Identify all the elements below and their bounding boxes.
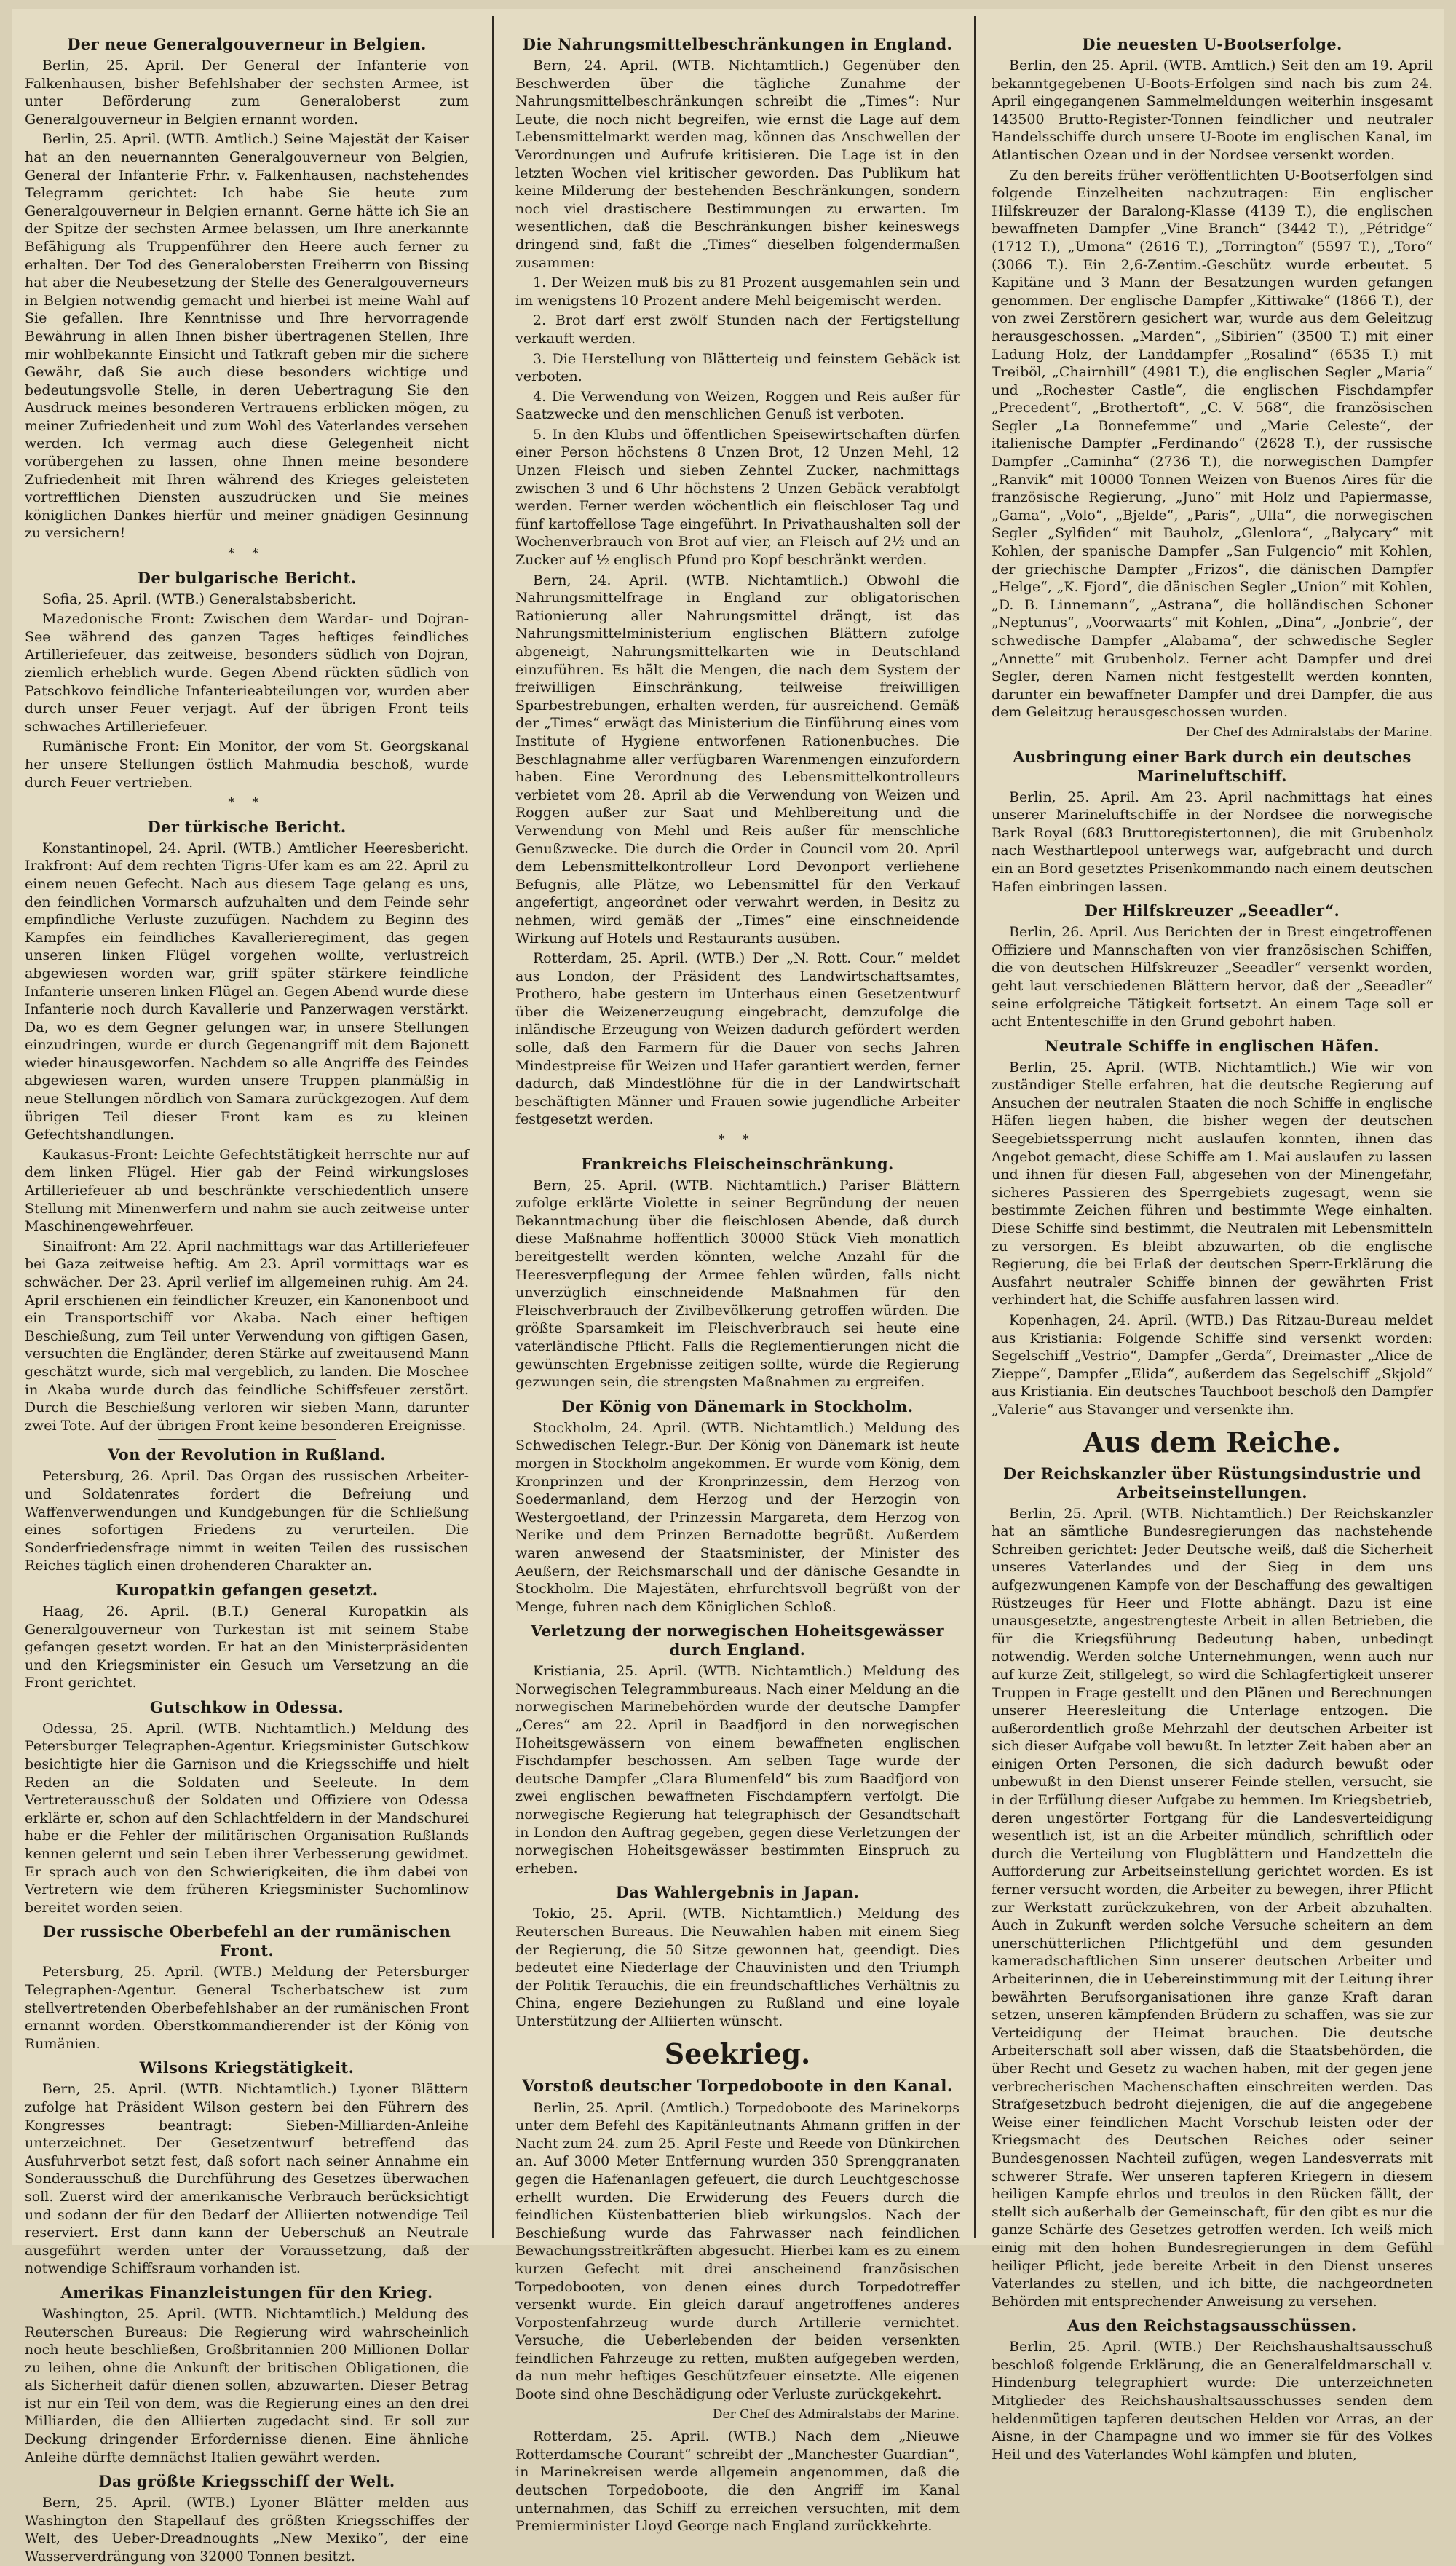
article-headline: Verletzung der norwegischen Hoheitsgewässer durch England. [531, 1622, 944, 1659]
article-paragraph: Rotterdam, 25. April. (WTB.) Nach dem „Nieuwe Rotterdamsche Courant“ schreibt der „Manchester Guardian“, in Marinekreisen werde allgemein angenommen, daß die deutschen Torpedoboote, die den Angriff im Kanal unternahmen, das Schiff zu erreichen versuchten, mit dem Premierminister Lloyd George nach England zurückkehrte. [515, 2428, 960, 2535]
article-paragraph: Berlin, 25. April. Am 23. April nachmittags hat eines unserer Marineluftschiffe in der Nordsee die norwegische Bark Royal (683 Bruttoregistertonnen), die mit Grubenholz nach Westhartlepool unterwegs war, aufgebracht und durch ein an Bord gesetztes Prisenkommando nach einem deutschen Hafen einbringen lassen. [992, 789, 1433, 895]
article-headline: Gutschkow in Odessa. [149, 1697, 344, 1716]
article-paragraph: Kaukasus-Front: Leichte Gefechtstätigkeit herrschte nur auf dem linken Flügel. Hier gab der Feind wirkungsloses Artilleriefeuer ab und beschränkte verschiedentlich unsere Stellung mit Minenwerfern und nahm sie auch zeitweise unter Maschinengewehrfeuer. [25, 1146, 469, 1235]
separator-stars: * * [228, 795, 266, 810]
article-headline: Die Nahrungsmittelbeschränkungen in England. [522, 35, 953, 53]
article-paragraph: Konstantinopel, 24. April. (WTB.) Amtlicher Heeresbericht. Irakfront: Auf dem rechten Tigris-Ufer kam es am 22. April zu einem neuen Gefecht. Nach aus diesem Tage gelang es uns, den feindlichen Vormarsch aufzuhalten und dem Feinde sehr empfindliche Verluste zuzufügen. Nachdem zu Beginn des Kampfes ein feindliches Kavallerieregiment, das gegen unseren linken Flügel vorgehen wollte, verlustreich abgewiesen worden war, griff später stärkere feindliche Infanterie unseren linken Flügel an. Gegen Abend wurde diese Infanterie noch durch Kavallerie und Panzerwagen verstärkt. Da, wo es dem Gegner gelungen war, in unsere Stellungen einzudringen, wurde er durch Gegenangriff mit dem Bajonett wieder hinausgeworfen. Nachdem so alle Angriffe des Feindes abgewiesen waren, wurden unsere Truppen planmäßig in neue Stellungen nördlich von Samara zurückgezogen. Auf dem übrigen Teil dieser Front kam es zu kleinen Gefechtshandlungen. [25, 840, 469, 1143]
article-paragraph: Tokio, 25. April. (WTB. Nichtamtlich.) Meldung des Reuterschen Bureaus. Die Neuwahlen haben mit einem Sieg der Regierung, die 50 Sitze gewonnen hat, geendigt. Dies bedeutet eine Niederlage der Chauvinisten und den Triumph der Politik Terauchis, die ein freundschaftliches Verhältnis zu China, engere Beziehungen zu Rußland und eine loyale Unterstützung der Alliierten wünscht. [515, 1906, 960, 2029]
article-paragraph: Berlin, 25. April. (WTB.) Der Reichshaushaltsausschuß beschloß folgende Erklärung, die an Generalfeldmarschall v. Hindenburg telegraphiert wurde: Die unterzeichneten Mitglieder des Reichshaushaltsausschusses senden dem heldenmütigen tapferen deutschen Helden vor Arras, an der Aisne, in der Champagne und wo immer sie für des Volkes Heil und des Vaterlandes Wohl kämpfen und bluten, [992, 2339, 1433, 2463]
article-paragraph: Bern, 25. April. (WTB.) Lyoner Blätter melden aus Washington den Stapellauf des größten Kriegsschiffes der Welt, des Ueber-Dreadnoughts „New Mexiko“, der eine Wasserverdrängung von 32000 Tonnen besitzt. [25, 2495, 469, 2565]
article-headline: Frankreichs Fleischeinschränkung. [581, 1154, 894, 1173]
article-headline: Kuropatkin gefangen gesetzt. [115, 1580, 379, 1599]
article-paragraph: Zu den bereits früher veröffentlichten U-Bootserfolgen sind folgende Einzelheiten nachzutragen: Ein englischer Hilfskreuzer der Baralong-Klasse (4139 T.), die englischen bewaffneten Dampfer „Vine Branch“ (3442 T.), „Pétridge“ (1712 T.), „Umona“ (2616 T.), „Torrington“ (5597 T.), „Toro“ (3066 T.). Ein 2,6-Zentim.-Geschütz wurde erbeutet. 5 Kapitäne und 3 Mann der Besatzungen wurden gefangen genommen. Der englische Dampfer „Kittiwake“ (1866 T.), der von zwei Zerstörern gesichert war, wurde aus dem Geleitzug herausgeschossen. „Marden“, „Sibirien“ (3500 T.) mit einer Ladung Holz, der Landdampfer „Rosalind“ (6535 T.) mit Treiböl, „Chairnhill“ (4981 T.), die englischen Segler „Maria“ und „Rochester Castle“, die englischen Fischdampfer „Precedent“, „Brothertoft“, „C. V. 568“, die französischen Segler „La Bonnefemme“ und „Marie Celeste“, der italienische Dampfer „Ferdinando“ (2628 T.), der russische Dampfer „Caminha“ (2736 T.), die norwegischen Dampfer „Ranvik“ mit 10000 Tonnen Weizen von Buenos Aires für die französische Regierung, „Juno“ mit Holz und Papiermasse, „Gama“, „Volo“, „Bjelde“, „Paris“, „Ulla“, die norwegischen Segler „Sylfiden“ mit Bauholz, „Glenlora“, „Balycary“ mit Kohlen, der spanische Dampfer „San Fulgencio“ mit Kohlen, der griechische Dampfer „Frizos“, die dänischen Dampfer „Helge“, „K. Fjord“, die dänischen Segler „Union“ mit Kohlen, „D. B. Linnemann“, „Astrana“, die holländischen Schoner „Neptunus“, „Voorwaarts“ mit Kohlen, „Dina“, „Jonbrie“, der schwedische Dampfer „Alabama“, der schwedische Segler „Annette“ mit Grubenholz. Ferner acht Dampfer und drei Segler, deren Namen nicht festgestellt werden konnten, darunter ein bewaffneter Dampfer und drei Dampfer, die aus dem Geleitzug herausgeschossen wurden. [992, 167, 1433, 721]
article-paragraph: 1. Der Weizen muß bis zu 81 Prozent ausgemahlen sein und im wenigstens 10 Prozent andere Mehl beigemischt werden. [515, 275, 960, 309]
article-paragraph: Bern, 24. April. (WTB. Nichtamtlich.) Obwohl die Nahrungsmittelfrage in England zur obligatorischen Rationierung aller Nahrungsmittel drängt, ist das Nahrungsmittelministerium englischen Blättern zufolge abgeneigt, Nahrungsmittelkarten wie in Deutschland einzuführen. Es hält die Mengen, die nach dem System der freiwilligen Einschränkung, teilweise freiwilligen Sparbestrebungen, erhalten werden, für ausreichend. Gemäß der „Times“ erwägt das Ministerium die Einführung eines vom Institute of Hygiene entworfenen Rationenbuches. Die Beschlagnahme aller verfügbaren Warenmengen einzufordern haben. Eine Verordnung des Lebensmittelkontrolleurs verbietet vom 28. April ab die Verwendung von Weizen und Roggen außer zur Saat und Mehlbereitung und die Verwendung von Mehl und Reis außer für menschliche Genußzwecke. Die durch die Order in Council vom 20. April dem Lebensmittelkontrolleur Lord Devonport verliehene Befugnis, alle Plätze, wo Lebensmittel für den Verkauf angefertigt, angeordnet oder verwahrt werden, in Besitz zu nehmen, wird gemäß der „Times“ eine einschneidende Wirkung auf Hotels und Restaurants ausüben. [515, 572, 960, 947]
article-headline: Der Reichskanzler über Rüstungsindustrie und Arbeitseinstellungen. [1003, 1464, 1421, 1501]
article-headline: Der russische Oberbefehl an der rumänischen Front. [42, 1922, 451, 1960]
article-paragraph: Berlin, 25. April. Der General der Infanterie von Falkenhausen, bisher Befehlshaber der sechsten Armee, ist unter Beförderung zum Generaloberst zum Generalgouverneur in Belgien ernannt worden. [25, 58, 469, 127]
article-headline: Der türkische Bericht. [147, 817, 347, 836]
signature-line: Der Chef des Admiralstabs der Marine. [1185, 725, 1433, 740]
article-paragraph: Petersburg, 26. April. Das Organ des russischen Arbeiter- und Soldatenrates fordert die Befreiung und Waffenverwendungen und Kundgebungen für die Schließung eines sofortigen Friedens zu verurteilen. Die Sonderfriedensfrage nimmt in weiten Teilen des russischen Reiches täglich einen drohenderen Charakter an. [25, 1468, 469, 1574]
article-headline: Ausbringung einer Bark durch ein deutsches Marineluftschiff. [1013, 747, 1412, 785]
article-paragraph: Washington, 25. April. (WTB. Nichtamtlich.) Meldung des Reuterschen Bureaus: Die Regierung wird wahrscheinlich noch heute beschließen, Großbritannien 200 Millionen Dollar zu leihen, ohne die Ankunft der britischen Obligationen, die als Sicherheit dafür dienen sollen, abzuwarten. Dieser Betrag ist nur ein Teil von dem, was die Regierung eines an den drei Milliarden, die den Alliierten zugedacht sind. Er soll zur Deckung dringender Erfordernisse dienen. Eine ähnliche Anleihe dürfte demnächst Italien gewährt werden. [25, 2305, 469, 2466]
article-paragraph: Berlin, 25. April. (WTB. Amtlich.) Seine Majestät der Kaiser hat an den neuernannten Generalgouverneur von Belgien, General der Infanterie Frhr. v. Falkenhausen, nachstehendes Telegramm gerichtet: Ich habe Sie heute zum Generalgouverneur in Belgien ernannt. Gerne hätte ich Sie an der Spitze der sechsten Armee belassen, um Ihre anerkannte Befähigung als Truppenführer den Heere auch ferner zu erhalten. Der Tod des Generalobersten Freiherrn von Bissing hat aber die Neubesetzung der Stelle des Generalgouverneurs in Belgien notwendig gemacht und hierbei ist meine Wahl auf Sie gefallen. Ihre Kenntnisse und Ihre hervorragende Bewährung in allen Ihnen bisher übertragenen Stellen, Ihre mir wohlbekannte Einsicht und Tatkraft geben mir die sichere Gewähr, daß Sie auch diese besonders wichtige und bedeutungsvolle Stelle, in deren Uebertragung Sie den Ausdruck meines besonderen Vertrauens erblicken mögen, zu meiner Zufriedenheit und zum Wohl des Vaterlandes versehen werden. Ich vermag auch diese Gelegenheit nicht vorübergehen zu lassen, ohne Ihnen meine besondere Zufriedenheit mit Ihren während des Krieges geleisteten vortrefflichen Diensten auszudrücken und Sie meines königlichen Dankes hierfür und meiner gnädigen Gesinnung zu versichern! [25, 131, 469, 542]
article-headline: Aus den Reichstagsausschüssen. [1067, 2316, 1357, 2335]
article-paragraph: Berlin, 25. April. (Amtlich.) Torpedoboote des Marinekorps unter dem Befehl des Kapitänleutnants Ahmann griffen in der Nacht zum 24. zum 25. April Feste und Reede von Dünkirchen an. Auf 3000 Meter Entfernung wurden 350 Sprenggranaten gegen die Hafenanlagen gefeuert, die durch Leuchtgeschosse erhellt wurden. Die Erwiderung des Feuers durch die feindlichen Küstenbatterien blieb wirkungslos. Nach der Beschießung wurde das Fahrwasser nach feindlichen Bewachungsstreitkräften abgesucht. Hierbei kam es zu einem kurzen Gefecht mit drei anscheinend französischen Torpedobooten, von denen eines durch Torpedotreffer versenkt wurde. Ein gleich darauf angetroffenes anderes Vorpostenfahrzeug wurde durch Artillerie vernichtet. Versuche, die Ueberlebenden der beiden versenkten feindlichen Fahrzeuge zu retten, mußten aufgegeben werden, da nun mehr heftiges Geschützfeuer einsetzte. Alle eigenen Boote sind ohne Beschädigung oder Verluste zurückgekehrt. [515, 2099, 960, 2403]
section-heading: Seekrieg. [664, 2037, 811, 2070]
article-paragraph: Bern, 25. April. (WTB. Nichtamtlich.) Pariser Blättern zufolge erklärte Violette in seiner Begründung der neuen Bekanntmachung über die fleischlosen Abende, daß durch diese Maßnahme hoffentlich 30000 Stück Vieh monatlich bereitgestellt werden könnten, welche Anzahl für die Heeresverpflegung der Armee fehlen würden, falls nicht unverzüglich einschneidende Maßnahmen für den Fleischverbrauch der Zivilbevölkerung getroffen würden. Die größte Sparsamkeit im Fleischverbrauch sei heute eine vaterländische Pflicht. Falls die Reglementierungen nicht die gewünschten Ergebnisse zeitigen sollte, würde die Regierung gezwungen sein, die strengsten Maßnahmen zu ergreifen. [515, 1177, 960, 1391]
article-headline: Von der Revolution in Rußland. [108, 1445, 386, 1464]
section-heading: Aus dem Reiche. [1083, 1425, 1342, 1458]
article-paragraph: Berlin, 26. April. Aus Berichten der in Brest eingetroffenen Offiziere und Mannschaften von vier französischen Schiffen, die von deutschen Hilfskreuzer „Seeadler“ versenkt worden, geht laut verschiedenen Blättern hervor, daß der „Seeadler“ seine erfolgreiche Tätigkeit fortsetzt. An einem Tage soll er acht Ententeschiffe in den Grund gebohrt haben. [992, 924, 1433, 1030]
article-paragraph: Sinaifront: Am 22. April nachmittags war das Artilleriefeuer bei Gaza zeitweise heftig. Am 23. April vormittags war es schwächer. Der 23. April verlief im allgemeinen ruhig. Am 24. April erschienen ein feindlicher Kreuzer, ein Kanonenboot und ein Transportschiff vor Akaba. Nach einer heftigen Beschießung, zum Teil unter Verwendung von giftigen Gasen, versuchten die Engländer, deren Stärke auf zweitausend Mann geschätzt wurde, sich mal vergeblich, zu landen. Die Moschee in Akaba wurde durch das feindliche Schiffsfeuer zerstört. Durch die Beschießung verloren wir sieben Mann, darunter zwei Tote. Auf der übrigen Front keine besonderen Ereignisse. [25, 1238, 469, 1434]
article-paragraph: 4. Die Verwendung von Weizen, Roggen und Reis außer für Saatzwecke und den menschlichen Genuß ist verboten. [515, 388, 960, 423]
article-paragraph: Kopenhagen, 24. April. (WTB.) Das Ritzau-Bureau meldet aus Kristiania: Folgende Schiffe sind versenkt worden: Segelschiff „Vestrio“, Dampfer „Gerda“, Dreimaster „Alice de Zieppe“, Dampfer „Elida“, außerdem das Segelschiff „Skjold“ aus Kristiania. Ein deutsches Tauchboot beschoß den Dampfer „Valerie“ aus Stavanger und versenkte ihn. [992, 1312, 1433, 1418]
article-paragraph: Odessa, 25. April. (WTB. Nichtamtlich.) Meldung des Petersburger Telegraphen-Agentur. Kriegsminister Gutschkow besichtigte hier die Garnison und die Kriegsschiffe und hielt Reden an die Soldaten und Seeleute. In dem Vertreterausschuß der Soldaten und Offiziere von Odessa erklärte er, schon auf den Schlachtfeldern in der Mandschurei habe er die Fehler der militärischen Organisation Rußlands kennen gelernt und sein Leben ihrer Verbesserung gewidmet. Er sprach auch von den Schwierigkeiten, die ihm dabei von Vertretern wie dem früheren Kriegsminister Suchomlinow bereitet worden seien. [25, 1720, 469, 1916]
article-headline: Der Hilfskreuzer „Seeadler“. [1084, 901, 1340, 920]
article-headline: Der neue Generalgouverneur in Belgien. [67, 35, 427, 53]
article-paragraph: Berlin, 25. April. (WTB. Nichtamtlich.) Wie wir von zuständiger Stelle erfahren, hat die deutsche Regierung auf Ansuchen der neutralen Staaten die noch Schiffe in englische Häfen liegen haben, die bisher wegen der deutschen Seegebietssperrung nicht auslaufen konnten, ihnen das Angebot gemacht, diese Schiffe am 1. Mai auslaufen zu lassen und ihnen für diesen Fall, abgesehen von der Minengefahr, sicheres Passieren des Sperrgebiets zugesagt, wenn sie bestimmte Zeichen führen und bestimmte Wege einhalten. Diese Schiffe sind bestimmt, die Neutralen mit Lebensmitteln zu versorgen. Es bleibt abzuwarten, ob die englische Regierung, die bei Erlaß der deutschen Sperr-Erklärung die Ausfahrt neutraler Schiffe binnen der gewährten Frist verhindert hat, die Schiffe ausfahren lassen wird. [992, 1059, 1433, 1308]
article-paragraph: Mazedonische Front: Zwischen dem Wardar- und Dojran-See während des ganzen Tages heftiges feindliches Artilleriefeuer, das zeitweise, besonders südlich von Dojran, ziemlich erheblich wurde. Gegen Abend rückten südlich von Patschkovo feindliche Infanterieabteilungen vor, wurden aber durch unser Feuer verjagt. Auf der übrigen Front teils schwaches Artilleriefeuer. [25, 611, 469, 735]
article-headline: Amerikas Finanzleistungen für den Krieg. [60, 2283, 433, 2302]
column-3 [992, 29, 1433, 2463]
article-headline: Neutrale Schiffe in englischen Häfen. [1045, 1036, 1380, 1055]
article-headline: Das größte Kriegsschiff der Welt. [98, 2472, 395, 2491]
article-headline: Vorstoß deutscher Torpedoboote in den Kanal. [522, 2076, 953, 2096]
article-paragraph: Haag, 26. April. (B.T.) General Kuropatkin als Generalgouverneur von Turkestan ist mit seinem Stabe gefangen gesetzt worden. Er hat an den Ministerpräsidenten und den Kriegsminister ein Gesuch um Versetzung an die Front gerichtet. [25, 1603, 469, 1691]
article-paragraph: Bern, 25. April. (WTB. Nichtamtlich.) Lyoner Blättern zufolge hat Präsident Wilson gestern bei den Führern des Kongresses beantragt: Sieben-Milliarden-Anleihe unterzeichnet. Der Gesetzentwurf betreffend das Ausfuhrverbot setzt fest, daß sofort nach seiner Annahme ein Sonderausschuß die Durchführung des Gesetzes überwachen soll. Zuerst wird der amerikanische Verbrauch berücksichtigt und sodann der für den Bedarf der Alliierten notwendige Teil reserviert. Erst dann kann der Ueberschuß an Neutrale ausgeführt werden unter der Voraussetzung, daß der notwendige Schiffsraum vorhanden ist. [25, 2081, 469, 2277]
article-paragraph: 2. Brot darf erst zwölf Stunden nach der Fertigstellung verkauft werden. [515, 312, 960, 347]
article-paragraph: 3. Die Herstellung von Blätterteig und feinstem Gebäck ist verboten. [515, 350, 960, 385]
divider [158, 1439, 336, 1440]
column-1 [25, 29, 469, 2565]
article-paragraph: Petersburg, 25. April. (WTB.) Meldung der Petersburger Telegraphen-Agentur. General Tscherbatschew ist zum stellvertretenden Oberbefehlshaber an der rumänischen Front ernannt worden. Oberstkommandierender ist der König von Rumänien. [25, 1964, 469, 2052]
article-headline: Wilsons Kriegstätigkeit. [139, 2058, 355, 2077]
article-headline: Der König von Dänemark in Stockholm. [561, 1397, 914, 1416]
article-paragraph: Kristiania, 25. April. (WTB. Nichtamtlich.) Meldung des Norwegischen Telegrammbureaus. Nach einer Meldung an die norwegischen Marinebehörden wurde der deutsche Dampfer „Ceres“ am 22. April in Baadfjord in den norwegischen Hoheitsgewässern von einem bewaffneten englischen Fischdampfer beschossen. Am selben Tage wurde der deutsche Dampfer „Clara Blumenfeld“ bis zum Baadfjord von zwei englischen bewaffneten Fischdampfern verfolgt. Die norwegische Regierung hat telegraphisch der Gesandtschaft in London den Auftrag gegeben, gegen diese Verletzungen der norwegischen Hoheitsgewässer bestimmten Einspruch zu erheben. [515, 1663, 960, 1876]
article-headline: Das Wahlergebnis in Japan. [615, 1883, 860, 1902]
column-rule [974, 16, 976, 2238]
separator-stars: * * [719, 1132, 756, 1147]
article-paragraph: Berlin, den 25. April. (WTB. Amtlich.) Seit den am 19. April bekanntgegebenen U-Boots-Erfolgen sind nach bis zum 24. April eingegangenen Sammelmeldungen weiterhin insgesamt 143500 Brutto-Register-Tonnen feindlicher und neutraler Handelsschiffe durch unsere U-Boote im englischen Kanal, im Atlantischen Ozean und in der Nordsee versenkt worden. [992, 58, 1433, 163]
article-paragraph: Bern, 24. April. (WTB. Nichtamtlich.) Gegenüber den Beschwerden über die tägliche Zunahme der Nahrungsmittelbeschränkungen schreibt die „Times“: Nur Leute, die noch nicht begreifen, wie ernst die Lage auf dem Lebensmittelmarkt werden mag, können das Anschwellen der Verordnungen und Aufrufe kritisieren. Die Lage ist in den letzten Wochen viel kritischer geworden. Das Publikum hat keine Milderung der bestehenden Beschränkungen, sondern noch viel drastischere Bestimmungen zu erwarten. Im wesentlichen, daß die Beschränkungen bisher keineswegs dringend sind, faßt die „Times“ dieselben folgendermaßen zusammen: [515, 58, 960, 271]
article-paragraph: Sofia, 25. April. (WTB.) Generalstabsbericht. [42, 591, 357, 607]
article-paragraph: Rumänische Front: Ein Monitor, der vom St. Georgskanal her unsere Stellungen östlich Mahmudia beschoß, wurde durch Feuer vertrieben. [25, 738, 469, 791]
article-paragraph: Stockholm, 24. April. (WTB. Nichtamtlich.) Meldung des Schwedischen Telegr.-Bur. Der König von Dänemark ist heute morgen in Stockholm angekommen. Er wurde vom König, dem Kronprinzen und der Kronprinzessin, dem Herzog von Soedermanland, dem Herzog und der Herzogin von Westergoetland, der Prinzessin Margareta, dem Herzog von Nerike und dem Prinzen Bernadotte begrüßt. Außerdem waren anwesend der Staatsminister, der Minister des Aeußern, der Reichsmarschall und der dänische Gesandte in Stockholm. Die Majestäten, ehrfurchtsvoll begrüßt von der Menge, fuhren nach dem Königlichen Schloß. [515, 1419, 960, 1615]
article-paragraph: Rotterdam, 25. April. (WTB.) Der „N. Rott. Cour.“ meldet aus London, der Präsident des Landwirtschaftsamtes, Prothero, habe gestern im Unterhaus einen Gesetzentwurf über die Weizenerzeugung eingebracht, demzufolge die inländische Erzeugung von Weizen dadurch gefördert werden solle, daß den Farmern für die Dauer von sechs Jahren Mindestpreise für Weizen und Hafer garantiert werden, ferner dadurch, daß Mindestlöhne für die in der Landwirtschaft beschäftigten Männer und Frauen sowie jugendliche Arbeiter festgesetzt werden. [515, 950, 960, 1128]
article-paragraph: Berlin, 25. April. (WTB. Nichtamtlich.) Der Reichskanzler hat an sämtliche Bundesregierungen das nachstehende Schreiben gerichtet: Jeder Deutsche weiß, daß die Sicherheit unseres Vaterlandes und der Sieg in dem uns aufgezwungenen Kampfe von der Beschaffung des gewaltigen Rüstzeuges für Heer und Flotte abhängt. Dazu ist eine unausgesetzte, angestrengteste Arbeit in allen Betrieben, die für die Kriegsführung Bedeutung haben, unbedingt notwendig. Werden solche Unternehmungen, wenn auch nur auf kurze Zeit, stillgelegt, so wird die Schlagfertigkeit unserer Truppen in Frage gestellt und den Plänen und Berechnungen unserer Heeresleitung die Unterlage entzogen. Die außerordentlich große Mehrzahl der deutschen Arbeiter ist sich dieser Aufgabe voll bewußt. In letzter Zeit haben aber an einigen Orten Personen, die sich dadurch bewußt oder unbewußt in den Dienst unserer Feinde stellen, versucht, sie in der Erfüllung dieser Aufgabe zu hemmen. Im Kriegsbetrieb, deren ungestörter Fortgang für die Landesverteidigung wesentlich ist, ist an die Arbeiter mündlich, schriftlich oder durch die Verteilung von Flugblättern und Handzetteln die Aufforderung zur Arbeitseinstellung gerichtet worden. Es ist ferner versucht worden, die Arbeiter zu bewegen, ihrer Pflicht zur Werkstatt zurückzukehren, von der Arbeit abzuhalten. Auch in Zukunft werden solche Versuche scheitern an dem unerschütterlichen Pflichtgefühl und dem gesunden kameradschaftlichen Sinn unserer deutschen Arbeiter und Arbeiterinnen, die in Uebereinstimmung mit der Leitung ihrer bewährten Berufsorganisationen ihre ganze Kraft daran setzen, unseren kämpfenden Brüdern zu schaffen, was sie zur Verteidigung der Heimat brauchen. Die deutsche Arbeiterschaft soll aber wissen, daß die Staatsbehörden, die über Recht und Gesetz zu wachen haben, mit der gegen jene verbrecherischen Machenschaften einschreiten werden. Das Strafgesetzbuch bedroht diejenigen, die auf die angegebene Weise einer feindlichen Macht Vorschub leisten oder der Kriegsmacht des Deutschen Reiches oder seiner Bundesgenossen Nachteil zufügen, wegen Landesverrats mit schwerer Strafe. Wer unseren tapferen Kriegern in diesem heiligen Kampfe ehrlos und treulos in den Rücken fällt, der stellt sich außerhalb der Gemeinschaft, für den gibt es nur die ganze Schärfe des Gesetzes getroffen werden. Ich weiß mich einig mit den hohen Bundesregierungen in dem Gefühl heiliger Pflicht, jede bereite Arbeit in den Dienst unseres Vaterlandes zu stellen, und ich bitte, die nachgeordneten Behörden mit entsprechender Anweisung zu versehen. [992, 1505, 1433, 2310]
column-rule [492, 16, 494, 2238]
separator-stars: * * [228, 546, 266, 561]
signature-line: Der Chef des Admiralstabs der Marine. [712, 2407, 960, 2422]
article-headline: Die neuesten U-Bootserfolge. [1082, 35, 1342, 53]
article-paragraph: 5. In den Klubs und öffentlichen Speisewirtschaften dürfen einer Person höchstens 8 Unzen Brot, 12 Unzen Mehl, 12 Unzen Fleisch und sieben Zehntel Zucker, nachmittags zwischen 3 und 6 Uhr höchstens 2 Unzen Gebäck verabfolgt werden. Ferner werden wöchentlich ein fleischloser Tag und fünf kartoffellose Tage eingeführt. In Privathaushalten soll der Wochenverbrauch von Brot auf vier, an Fleisch auf 2½ und an Zucker auf ½ englisch Pfund pro Kopf beschränkt werden. [515, 426, 960, 569]
column-2 [515, 29, 960, 2535]
article-headline: Der bulgarische Bericht. [137, 568, 357, 587]
newspaper-page [12, 9, 1444, 2565]
